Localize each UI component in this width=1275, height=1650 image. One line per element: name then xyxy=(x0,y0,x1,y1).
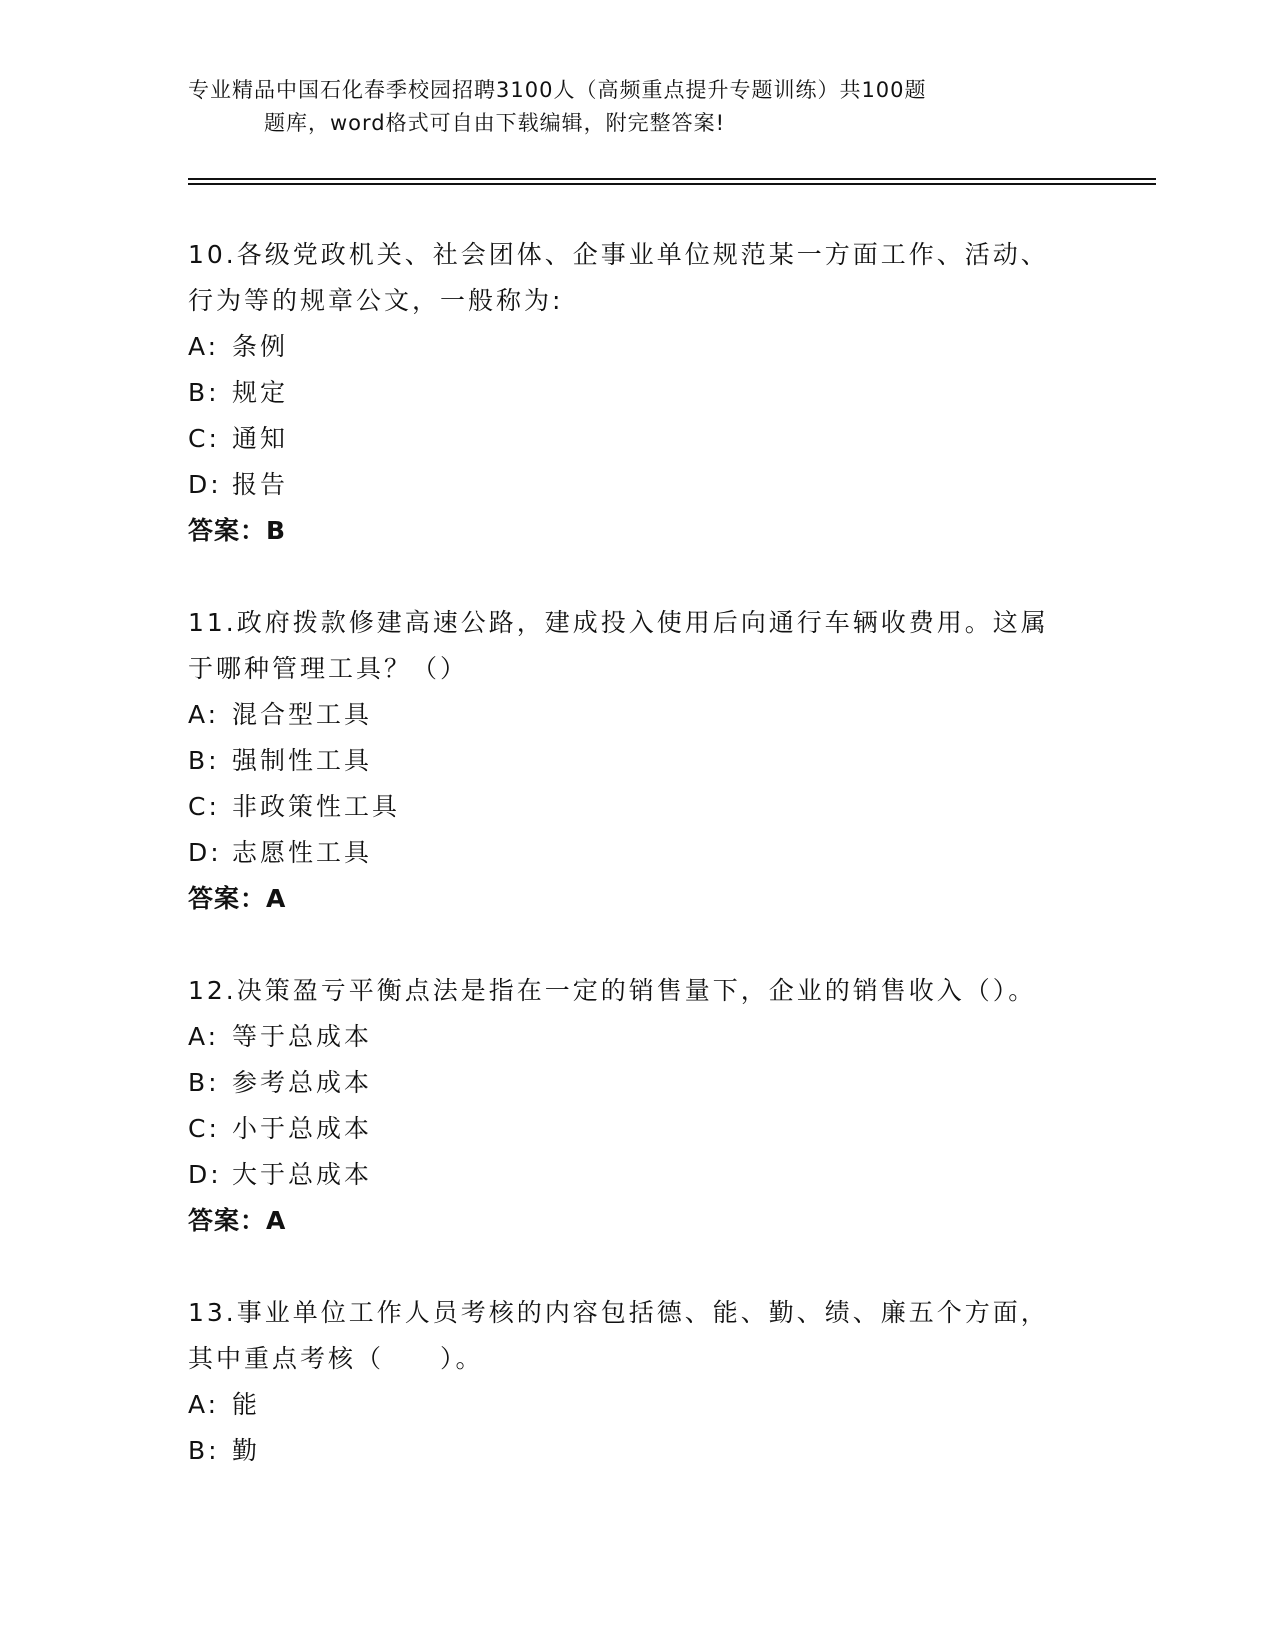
option-b: B: 规定 xyxy=(188,378,289,407)
header-line-1: 专业精品中国石化春季校园招聘3100人（高频重点提升专题训练）共100题 xyxy=(188,78,927,102)
option-c: C: 小于总成本 xyxy=(188,1114,373,1143)
header-divider-bottom xyxy=(188,183,1156,185)
option-d: D: 志愿性工具 xyxy=(188,838,373,867)
option-a: A: 等于总成本 xyxy=(188,1022,373,1051)
question-11 xyxy=(188,600,1088,922)
option-b: B: 强制性工具 xyxy=(188,746,373,775)
option-a: A: 条例 xyxy=(188,332,289,361)
question-stem-line: 10.各级党政机关、社会团体、企事业单位规范某一方面工作、活动、 xyxy=(188,240,1049,269)
option-c: C: 通知 xyxy=(188,424,289,453)
question-stem-line: 其中重点考核（ ）。 xyxy=(188,1344,484,1373)
question-10 xyxy=(188,232,1088,554)
question-stem-line: 13.事业单位工作人员考核的内容包括德、能、勤、绩、廉五个方面， xyxy=(188,1298,1049,1327)
question-13 xyxy=(188,1290,1088,1474)
option-b: B: 参考总成本 xyxy=(188,1068,373,1097)
option-d: D: 报告 xyxy=(188,470,289,499)
option-d: D: 大于总成本 xyxy=(188,1160,373,1189)
question-stem-line: 于哪种管理工具？（） xyxy=(188,654,469,683)
answer-line: 答案：A xyxy=(188,884,287,913)
option-a: A: 能 xyxy=(188,1390,261,1419)
question-stem-line: 12.决策盈亏平衡点法是指在一定的销售量下，企业的销售收入（）。 xyxy=(188,976,1037,1005)
answer-line: 答案：B xyxy=(188,516,287,545)
question-12 xyxy=(188,968,1088,1244)
option-b: B: 勤 xyxy=(188,1436,261,1465)
answer-line: 答案：A xyxy=(188,1206,287,1235)
document-header xyxy=(188,74,1048,140)
question-stem-line: 11.政府拨款修建高速公路，建成投入使用后向通行车辆收费用。这属 xyxy=(188,608,1049,637)
option-a: A: 混合型工具 xyxy=(188,700,373,729)
header-line-2: 题库，word格式可自由下载编辑，附完整答案! xyxy=(264,111,726,135)
question-stem-line: 行为等的规章公文，一般称为: xyxy=(188,286,564,315)
header-divider-top xyxy=(188,178,1156,180)
option-c: C: 非政策性工具 xyxy=(188,792,401,821)
